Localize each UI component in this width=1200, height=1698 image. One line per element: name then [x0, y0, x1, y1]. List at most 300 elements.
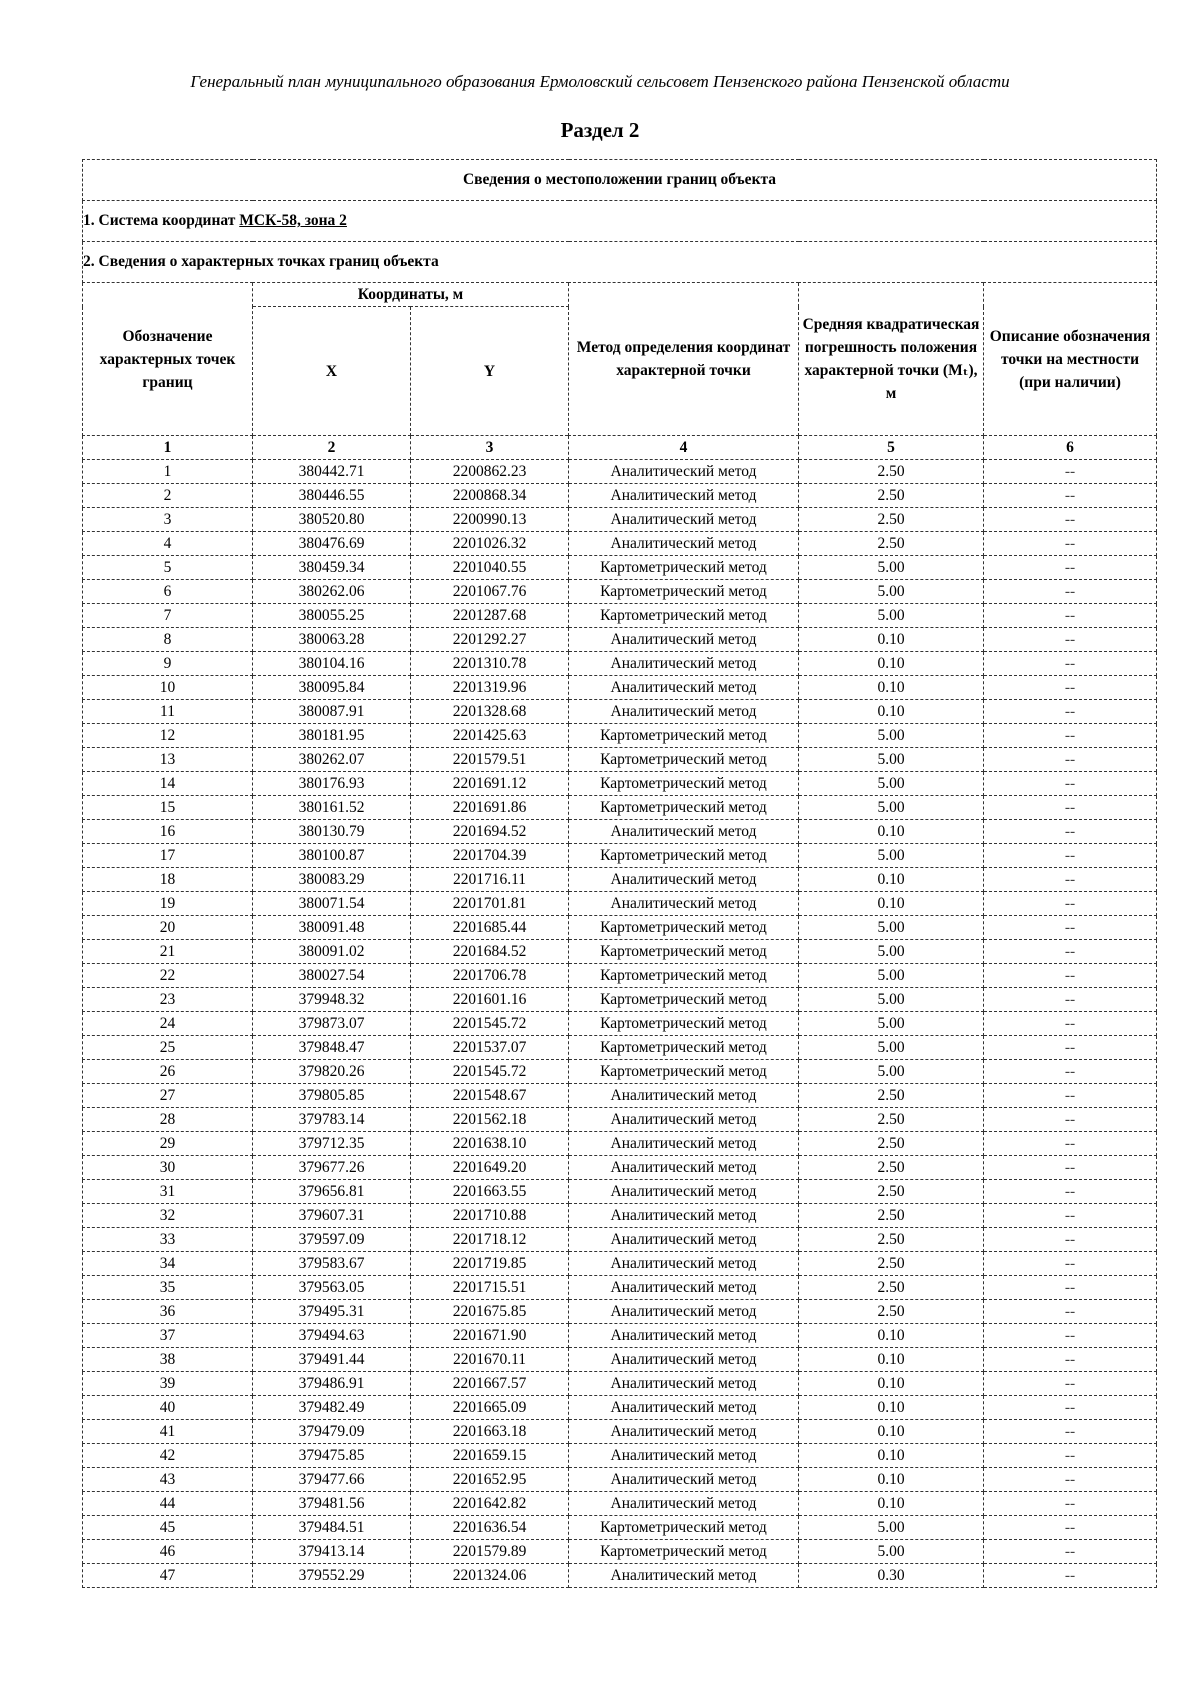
- table-row: [83, 1036, 1157, 1060]
- method-cell: Аналитический метод: [569, 820, 799, 844]
- description-cell: --: [984, 988, 1157, 1012]
- method-cell: Аналитический метод: [569, 652, 799, 676]
- point-id-cell: 15: [83, 796, 253, 820]
- point-id-cell: 19: [83, 892, 253, 916]
- x-coordinate-cell: 380181.95: [253, 724, 411, 748]
- point-id-cell: 8: [83, 628, 253, 652]
- x-coordinate-cell: 379494.63: [253, 1324, 411, 1348]
- point-id-cell: 13: [83, 748, 253, 772]
- error-cell: 5.00: [799, 940, 984, 964]
- error-cell: 0.10: [799, 868, 984, 892]
- point-id-cell: 16: [83, 820, 253, 844]
- point-id-cell: 37: [83, 1324, 253, 1348]
- method-cell: Аналитический метод: [569, 1252, 799, 1276]
- error-cell: 0.10: [799, 628, 984, 652]
- method-cell: Аналитический метод: [569, 1492, 799, 1516]
- table-row: [83, 628, 1157, 652]
- table-row: [83, 1204, 1157, 1228]
- method-cell: Аналитический метод: [569, 1180, 799, 1204]
- method-cell: Картометрический метод: [569, 1516, 799, 1540]
- y-coordinate-cell: 2201328.68: [411, 700, 569, 724]
- x-coordinate-cell: 379479.09: [253, 1420, 411, 1444]
- error-cell: 5.00: [799, 796, 984, 820]
- method-cell: Картометрический метод: [569, 988, 799, 1012]
- table-row: [83, 916, 1157, 940]
- y-coordinate-cell: 2201642.82: [411, 1492, 569, 1516]
- error-cell: 5.00: [799, 580, 984, 604]
- point-id-cell: 44: [83, 1492, 253, 1516]
- table-row: [83, 460, 1157, 484]
- error-cell: 5.00: [799, 1516, 984, 1540]
- y-coordinate-cell: 2201537.07: [411, 1036, 569, 1060]
- y-coordinate-cell: 2201649.20: [411, 1156, 569, 1180]
- description-cell: --: [984, 508, 1157, 532]
- table-row: [83, 1180, 1157, 1204]
- table-row: [83, 1108, 1157, 1132]
- point-id-cell: 38: [83, 1348, 253, 1372]
- y-coordinate-cell: 2201706.78: [411, 964, 569, 988]
- description-cell: --: [984, 916, 1157, 940]
- description-cell: --: [984, 1252, 1157, 1276]
- x-coordinate-cell: 380100.87: [253, 844, 411, 868]
- y-coordinate-cell: 2201601.16: [411, 988, 569, 1012]
- description-cell: --: [984, 820, 1157, 844]
- x-coordinate-cell: 379477.66: [253, 1468, 411, 1492]
- coordinate-system-value: МСК-58, зона 2: [239, 212, 347, 229]
- y-coordinate-cell: 2200868.34: [411, 484, 569, 508]
- col-header-coordinates: Координаты, м: [253, 283, 569, 307]
- table-row: [83, 676, 1157, 700]
- point-id-cell: 29: [83, 1132, 253, 1156]
- x-coordinate-cell: 380161.52: [253, 796, 411, 820]
- y-coordinate-cell: 2201545.72: [411, 1060, 569, 1084]
- col-number-cell: 3: [411, 436, 569, 460]
- method-cell: Картометрический метод: [569, 1060, 799, 1084]
- method-cell: Аналитический метод: [569, 1372, 799, 1396]
- x-coordinate-cell: 380476.69: [253, 532, 411, 556]
- method-cell: Аналитический метод: [569, 1228, 799, 1252]
- method-cell: Картометрический метод: [569, 1036, 799, 1060]
- y-coordinate-cell: 2201292.27: [411, 628, 569, 652]
- error-cell: 2.50: [799, 1132, 984, 1156]
- x-coordinate-cell: 379413.14: [253, 1540, 411, 1564]
- y-coordinate-cell: 2201562.18: [411, 1108, 569, 1132]
- table-caption: Сведения о местоположении границ объекта: [83, 160, 1157, 201]
- error-cell: 0.30: [799, 1564, 984, 1588]
- section-title: Раздел 2: [560, 118, 640, 142]
- method-cell: Картометрический метод: [569, 748, 799, 772]
- x-coordinate-cell: 379552.29: [253, 1564, 411, 1588]
- point-id-cell: 43: [83, 1468, 253, 1492]
- description-cell: --: [984, 724, 1157, 748]
- method-cell: Аналитический метод: [569, 1564, 799, 1588]
- error-cell: 2.50: [799, 1156, 984, 1180]
- point-id-cell: 5: [83, 556, 253, 580]
- y-coordinate-cell: 2201670.11: [411, 1348, 569, 1372]
- x-coordinate-cell: 380095.84: [253, 676, 411, 700]
- x-coordinate-cell: 379486.91: [253, 1372, 411, 1396]
- y-coordinate-cell: 2201287.68: [411, 604, 569, 628]
- y-coordinate-cell: 2201691.12: [411, 772, 569, 796]
- error-cell: 0.10: [799, 1372, 984, 1396]
- table-row: [83, 1252, 1157, 1276]
- points-section-title: 2. Сведения о характерных точках границ объекта: [83, 242, 1157, 283]
- description-cell: --: [984, 580, 1157, 604]
- y-coordinate-cell: 2201663.18: [411, 1420, 569, 1444]
- error-cell: 5.00: [799, 1060, 984, 1084]
- x-coordinate-cell: 379597.09: [253, 1228, 411, 1252]
- y-coordinate-cell: 2201579.89: [411, 1540, 569, 1564]
- error-cell: 5.00: [799, 916, 984, 940]
- table-row: [83, 1516, 1157, 1540]
- point-id-cell: 42: [83, 1444, 253, 1468]
- method-cell: Картометрический метод: [569, 1540, 799, 1564]
- table-row: [83, 844, 1157, 868]
- method-cell: Аналитический метод: [569, 1444, 799, 1468]
- error-cell: 0.10: [799, 676, 984, 700]
- point-id-cell: 7: [83, 604, 253, 628]
- y-coordinate-cell: 2200862.23: [411, 460, 569, 484]
- method-cell: Картометрический метод: [569, 556, 799, 580]
- y-coordinate-cell: 2201691.86: [411, 796, 569, 820]
- table-row: [83, 988, 1157, 1012]
- description-cell: --: [984, 604, 1157, 628]
- method-cell: Аналитический метод: [569, 484, 799, 508]
- x-coordinate-cell: 379948.32: [253, 988, 411, 1012]
- description-cell: --: [984, 628, 1157, 652]
- error-cell: 5.00: [799, 604, 984, 628]
- table-row: [83, 700, 1157, 724]
- error-cell: 0.10: [799, 1444, 984, 1468]
- table-row: [83, 1564, 1157, 1588]
- description-cell: --: [984, 1540, 1157, 1564]
- table-row: [83, 1540, 1157, 1564]
- description-cell: --: [984, 1564, 1157, 1588]
- x-coordinate-cell: 379491.44: [253, 1348, 411, 1372]
- error-cell: 2.50: [799, 1228, 984, 1252]
- description-cell: --: [984, 1348, 1157, 1372]
- point-id-cell: 4: [83, 532, 253, 556]
- description-cell: --: [984, 1300, 1157, 1324]
- y-coordinate-cell: 2201310.78: [411, 652, 569, 676]
- x-coordinate-cell: 380520.80: [253, 508, 411, 532]
- y-coordinate-cell: 2201671.90: [411, 1324, 569, 1348]
- error-cell: 5.00: [799, 1540, 984, 1564]
- error-cell: 0.10: [799, 1468, 984, 1492]
- y-coordinate-cell: 2201545.72: [411, 1012, 569, 1036]
- point-id-cell: 40: [83, 1396, 253, 1420]
- method-cell: Аналитический метод: [569, 1324, 799, 1348]
- x-coordinate-cell: 379656.81: [253, 1180, 411, 1204]
- x-coordinate-cell: 380091.02: [253, 940, 411, 964]
- table-row: [83, 1060, 1157, 1084]
- y-coordinate-cell: 2201710.88: [411, 1204, 569, 1228]
- error-cell: 2.50: [799, 1180, 984, 1204]
- table-row: [83, 1444, 1157, 1468]
- error-cell: 0.10: [799, 892, 984, 916]
- method-cell: Картометрический метод: [569, 844, 799, 868]
- x-coordinate-cell: 379475.85: [253, 1444, 411, 1468]
- col-number-cell: 4: [569, 436, 799, 460]
- col-number-cell: 6: [984, 436, 1157, 460]
- point-id-cell: 27: [83, 1084, 253, 1108]
- error-cell: 5.00: [799, 844, 984, 868]
- table-row: [83, 940, 1157, 964]
- point-id-cell: 45: [83, 1516, 253, 1540]
- point-id-cell: 10: [83, 676, 253, 700]
- point-id-cell: 6: [83, 580, 253, 604]
- table-row: [83, 1372, 1157, 1396]
- x-coordinate-cell: 379783.14: [253, 1108, 411, 1132]
- document-header: Генеральный план муниципального образования Ермоловский сельсовет Пензенского района Пензенской области: [190, 72, 1010, 91]
- method-cell: Аналитический метод: [569, 676, 799, 700]
- point-id-cell: 34: [83, 1252, 253, 1276]
- method-cell: Аналитический метод: [569, 1300, 799, 1324]
- description-cell: --: [984, 1156, 1157, 1180]
- description-cell: --: [984, 1372, 1157, 1396]
- point-id-cell: 18: [83, 868, 253, 892]
- description-cell: --: [984, 796, 1157, 820]
- y-coordinate-cell: 2201701.81: [411, 892, 569, 916]
- y-coordinate-cell: 2201694.52: [411, 820, 569, 844]
- description-cell: --: [984, 1468, 1157, 1492]
- y-coordinate-cell: 2201715.51: [411, 1276, 569, 1300]
- x-coordinate-cell: 380087.91: [253, 700, 411, 724]
- x-coordinate-cell: 380262.07: [253, 748, 411, 772]
- error-cell: 5.00: [799, 964, 984, 988]
- description-cell: --: [984, 1060, 1157, 1084]
- error-cell: 0.10: [799, 1420, 984, 1444]
- col-number-cell: 1: [83, 436, 253, 460]
- method-cell: Аналитический метод: [569, 1276, 799, 1300]
- x-coordinate-cell: 379677.26: [253, 1156, 411, 1180]
- description-cell: --: [984, 772, 1157, 796]
- col-header-description: Описание обозначения точки на местности (при наличии): [984, 283, 1157, 436]
- x-coordinate-cell: 379712.35: [253, 1132, 411, 1156]
- description-cell: --: [984, 1444, 1157, 1468]
- table-row: [83, 1084, 1157, 1108]
- method-cell: Аналитический метод: [569, 1132, 799, 1156]
- method-cell: Аналитический метод: [569, 1084, 799, 1108]
- y-coordinate-cell: 2201319.96: [411, 676, 569, 700]
- y-coordinate-cell: 2201636.54: [411, 1516, 569, 1540]
- x-coordinate-cell: 379563.05: [253, 1276, 411, 1300]
- description-cell: --: [984, 1108, 1157, 1132]
- x-coordinate-cell: 380027.54: [253, 964, 411, 988]
- method-cell: Аналитический метод: [569, 1108, 799, 1132]
- point-id-cell: 33: [83, 1228, 253, 1252]
- x-coordinate-cell: 380442.71: [253, 460, 411, 484]
- description-cell: --: [984, 1180, 1157, 1204]
- error-cell: 2.50: [799, 1276, 984, 1300]
- point-id-cell: 47: [83, 1564, 253, 1588]
- table-row: [83, 748, 1157, 772]
- error-cell: 2.50: [799, 460, 984, 484]
- y-coordinate-cell: 2201579.51: [411, 748, 569, 772]
- description-cell: --: [984, 1396, 1157, 1420]
- point-id-cell: 36: [83, 1300, 253, 1324]
- error-cell: 2.50: [799, 1252, 984, 1276]
- method-cell: Картометрический метод: [569, 964, 799, 988]
- y-coordinate-cell: 2201040.55: [411, 556, 569, 580]
- y-coordinate-cell: 2201704.39: [411, 844, 569, 868]
- point-id-cell: 22: [83, 964, 253, 988]
- method-cell: Аналитический метод: [569, 1204, 799, 1228]
- y-coordinate-cell: 2201067.76: [411, 580, 569, 604]
- method-cell: Аналитический метод: [569, 508, 799, 532]
- x-coordinate-cell: 380446.55: [253, 484, 411, 508]
- error-cell: 0.10: [799, 1324, 984, 1348]
- error-cell: 0.10: [799, 1492, 984, 1516]
- point-id-cell: 11: [83, 700, 253, 724]
- error-cell: 0.10: [799, 652, 984, 676]
- error-cell: 2.50: [799, 1204, 984, 1228]
- description-cell: --: [984, 556, 1157, 580]
- col-header-method: Метод определения координат характерной точки: [569, 283, 799, 436]
- x-coordinate-cell: 379607.31: [253, 1204, 411, 1228]
- method-cell: Картометрический метод: [569, 604, 799, 628]
- x-coordinate-cell: 380104.16: [253, 652, 411, 676]
- table-row: [83, 772, 1157, 796]
- error-cell: 5.00: [799, 1012, 984, 1036]
- point-id-cell: 35: [83, 1276, 253, 1300]
- method-cell: Аналитический метод: [569, 868, 799, 892]
- y-coordinate-cell: 2201684.52: [411, 940, 569, 964]
- y-coordinate-cell: 2201638.10: [411, 1132, 569, 1156]
- coordinate-system-row: [83, 201, 1157, 242]
- x-coordinate-cell: 379482.49: [253, 1396, 411, 1420]
- y-coordinate-cell: 2201324.06: [411, 1564, 569, 1588]
- point-id-cell: 3: [83, 508, 253, 532]
- x-coordinate-cell: 379495.31: [253, 1300, 411, 1324]
- y-coordinate-cell: 2201659.15: [411, 1444, 569, 1468]
- point-id-cell: 2: [83, 484, 253, 508]
- y-coordinate-cell: 2201718.12: [411, 1228, 569, 1252]
- x-coordinate-cell: 380262.06: [253, 580, 411, 604]
- description-cell: --: [984, 1492, 1157, 1516]
- description-cell: --: [984, 892, 1157, 916]
- x-coordinate-cell: 379848.47: [253, 1036, 411, 1060]
- method-cell: Аналитический метод: [569, 700, 799, 724]
- method-cell: Аналитический метод: [569, 1156, 799, 1180]
- x-coordinate-cell: 379583.67: [253, 1252, 411, 1276]
- method-cell: Картометрический метод: [569, 916, 799, 940]
- table-row: [83, 868, 1157, 892]
- x-coordinate-cell: 380091.48: [253, 916, 411, 940]
- point-id-cell: 12: [83, 724, 253, 748]
- table-row: [83, 1348, 1157, 1372]
- method-cell: Картометрический метод: [569, 772, 799, 796]
- x-coordinate-cell: 380176.93: [253, 772, 411, 796]
- table-row: [83, 484, 1157, 508]
- description-cell: --: [984, 1012, 1157, 1036]
- error-cell: 5.00: [799, 748, 984, 772]
- y-coordinate-cell: 2201716.11: [411, 868, 569, 892]
- method-cell: Картометрический метод: [569, 724, 799, 748]
- description-cell: --: [984, 1276, 1157, 1300]
- y-coordinate-cell: 2201026.32: [411, 532, 569, 556]
- point-id-cell: 46: [83, 1540, 253, 1564]
- description-cell: --: [984, 1132, 1157, 1156]
- table-row: [83, 1228, 1157, 1252]
- table-row: [83, 964, 1157, 988]
- description-cell: --: [984, 1084, 1157, 1108]
- point-id-cell: 25: [83, 1036, 253, 1060]
- description-cell: --: [984, 1420, 1157, 1444]
- x-coordinate-cell: 379873.07: [253, 1012, 411, 1036]
- description-cell: --: [984, 676, 1157, 700]
- method-cell: Картометрический метод: [569, 796, 799, 820]
- point-id-cell: 30: [83, 1156, 253, 1180]
- y-coordinate-cell: 2201548.67: [411, 1084, 569, 1108]
- x-coordinate-cell: 379805.85: [253, 1084, 411, 1108]
- y-coordinate-cell: 2201652.95: [411, 1468, 569, 1492]
- error-cell: 5.00: [799, 556, 984, 580]
- error-cell: 2.50: [799, 532, 984, 556]
- method-cell: Аналитический метод: [569, 1468, 799, 1492]
- coordinate-system-label: 1. Система координат: [83, 212, 236, 229]
- error-cell: 5.00: [799, 1036, 984, 1060]
- y-coordinate-cell: 2201425.63: [411, 724, 569, 748]
- table-row: [83, 1396, 1157, 1420]
- table-row: [83, 604, 1157, 628]
- point-id-cell: 23: [83, 988, 253, 1012]
- table-row: [83, 1420, 1157, 1444]
- boundary-points-table: [82, 159, 1157, 1588]
- description-cell: --: [984, 940, 1157, 964]
- point-id-cell: 41: [83, 1420, 253, 1444]
- x-coordinate-cell: 380071.54: [253, 892, 411, 916]
- table-row: [83, 580, 1157, 604]
- x-coordinate-cell: 379481.56: [253, 1492, 411, 1516]
- error-cell: 2.50: [799, 1084, 984, 1108]
- description-cell: --: [984, 532, 1157, 556]
- col-header-y: Y: [411, 307, 569, 436]
- method-cell: Аналитический метод: [569, 628, 799, 652]
- table-row: [83, 1468, 1157, 1492]
- point-id-cell: 31: [83, 1180, 253, 1204]
- method-cell: Аналитический метод: [569, 1396, 799, 1420]
- description-cell: --: [984, 484, 1157, 508]
- point-id-cell: 14: [83, 772, 253, 796]
- error-cell: 2.50: [799, 484, 984, 508]
- y-coordinate-cell: 2201685.44: [411, 916, 569, 940]
- x-coordinate-cell: 380130.79: [253, 820, 411, 844]
- table-row: [83, 1300, 1157, 1324]
- point-id-cell: 28: [83, 1108, 253, 1132]
- point-id-cell: 32: [83, 1204, 253, 1228]
- description-cell: --: [984, 1324, 1157, 1348]
- method-cell: Аналитический метод: [569, 460, 799, 484]
- point-id-cell: 24: [83, 1012, 253, 1036]
- method-cell: Аналитический метод: [569, 892, 799, 916]
- x-coordinate-cell: 380459.34: [253, 556, 411, 580]
- method-cell: Картометрический метод: [569, 1012, 799, 1036]
- description-cell: --: [984, 748, 1157, 772]
- point-id-cell: 20: [83, 916, 253, 940]
- table-row: [83, 1132, 1157, 1156]
- table-row: [83, 532, 1157, 556]
- y-coordinate-cell: 2201665.09: [411, 1396, 569, 1420]
- table-row: [83, 1156, 1157, 1180]
- table-row: [83, 508, 1157, 532]
- description-cell: --: [984, 868, 1157, 892]
- table-row: [83, 1324, 1157, 1348]
- col-header-designation: Обозначение характерных точек границ: [83, 283, 253, 436]
- description-cell: --: [984, 652, 1157, 676]
- table-row: [83, 652, 1157, 676]
- col-number-cell: 2: [253, 436, 411, 460]
